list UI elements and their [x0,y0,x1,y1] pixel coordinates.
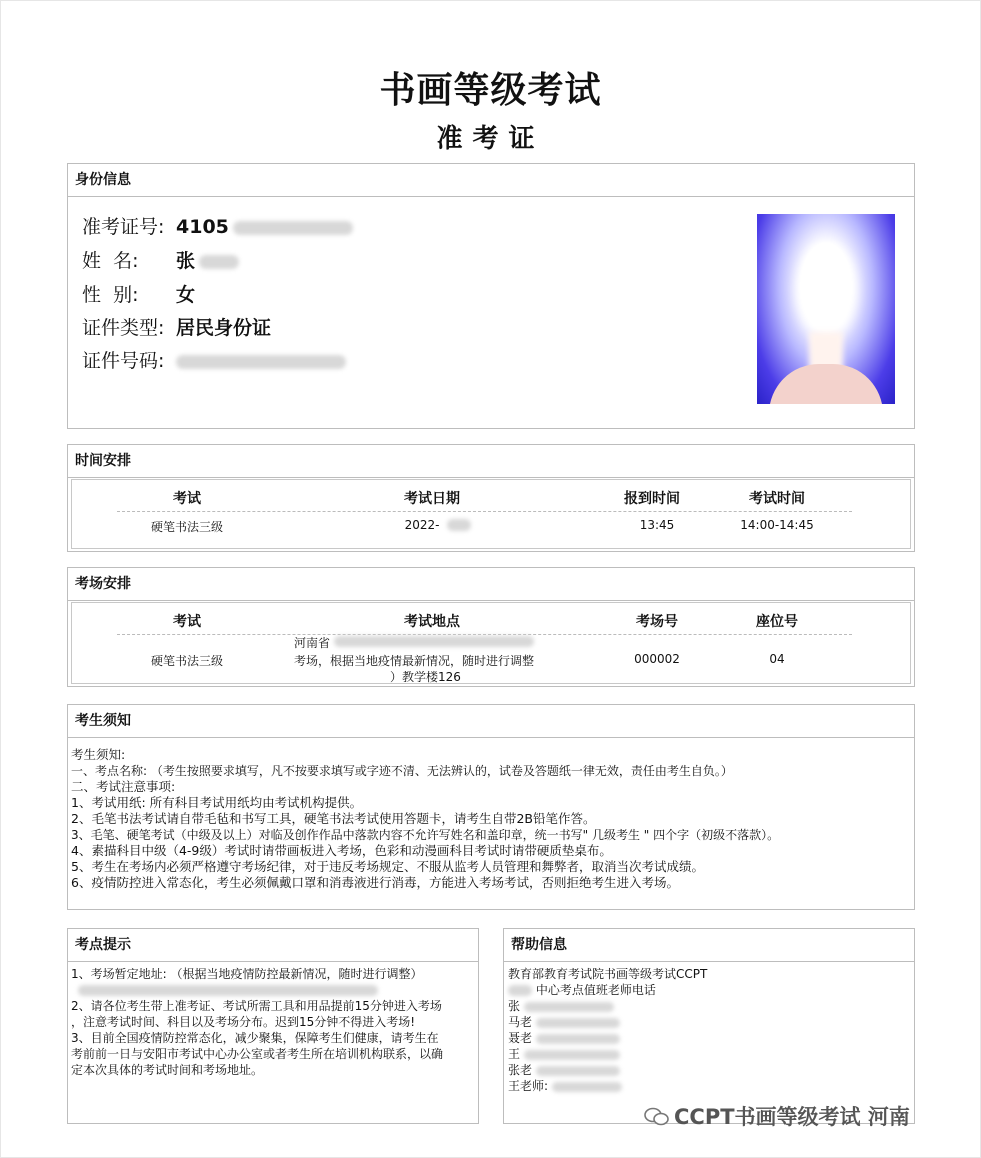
admission-number-label: 准考证号: [82,216,165,238]
notice-line: 4、素描科目中级（4-9级）考试时请带画板进入考场，色彩和动漫画科目考试时请带硬质垫桌布。 [71,843,612,858]
admission-number-row [82,212,353,239]
tips-line: 考前前一日与安阳市考试中心办公室或者考生所在培训机构联系，以确 [71,1047,444,1061]
notice-panel [67,704,915,910]
document-subtitle: 准考证 [436,124,545,154]
tips-line: 3、目前全国疫情防控常态化，减少聚集，保障考生们健康，请考生在 [71,1031,439,1045]
help-contact: 王 [508,1046,620,1062]
venue-exam-cell: 硬笔书法三级 [150,654,223,668]
schedule-header-time: 考试时间 [749,491,805,507]
notice-line: 二、考试注意事项: [71,779,176,794]
venue-header-location: 考试地点 [404,614,460,630]
schedule-date-cell: 2022- [404,518,440,532]
help-section-title: 帮助信息 [504,929,914,962]
id-number-label: 证件号码: [82,350,165,372]
redacted-admission-number [233,221,353,235]
redacted-text [508,985,532,996]
venue-room-cell: 000002 [634,652,680,666]
schedule-panel [67,444,915,552]
help-contact: 王老师: [508,1078,622,1094]
id-type-row [82,313,271,340]
schedule-checkin-cell: 13:45 [639,518,675,532]
redacted-name [199,255,239,269]
notice-body [68,739,914,909]
tips-line: 1、考场暂定地址: （根据当地疫情防控最新情况，随时进行调整） [71,967,423,981]
gender-label: 性 别: [82,284,139,306]
tips-line: ，注意考试时间、科目以及考场分布。迟到15分钟不得进入考场! [71,1015,416,1029]
identity-section-title: 身份信息 [68,164,914,197]
watermark [644,1101,910,1131]
candidate-photo [757,214,895,404]
venue-location-line3: ）教学楼126 [390,670,461,684]
notice-line: 6、疫情防控进入常态化，考生必须佩戴口罩和消毒液进行消毒，方能进入考场考试，否则拒绝考生进入考场。 [71,875,679,890]
help-contact: 张 [508,998,614,1014]
help-contact: 聂老 [508,1030,620,1046]
help-contact: 马老 [508,1014,620,1030]
schedule-time-cell: 14:00-14:45 [740,518,814,532]
tips-panel [67,928,479,1124]
schedule-header-date: 考试日期 [404,491,460,507]
help-line-text: 中心考点值班老师电话 [535,983,656,997]
venue-table [71,602,911,684]
tips-section-title: 考点提示 [68,929,478,962]
help-panel [503,928,915,1124]
venue-header-seat: 座位号 [756,614,798,630]
document-title: 书画等级考试 [379,70,602,111]
notice-line: 5、考生在考场内必须严格遵守考场纪律，对于违反考场规定、不服从监考人员管理和舞弊者，取消当次考试成绩。 [71,859,704,874]
help-contact: 张老 [508,1062,620,1078]
gender-row [82,280,195,307]
name-row [82,246,239,273]
id-type-value: 居民身份证 [176,317,272,339]
notice-line: 2、毛笔书法考试请自带毛毡和书写工具，硬笔书法考试使用答题卡，请考生自带2B铅笔作答。 [71,811,596,826]
wechat-icon [644,1107,670,1127]
help-line: 教育部教育考试院书画等级考试CCPT [508,967,708,981]
venue-header-exam: 考试 [173,614,201,630]
schedule-table [71,479,911,549]
id-type-label: 证件类型: [82,317,165,339]
tips-line: 2、请各位考生带上准考证、考试所需工具和用品提前15分钟进入考场 [71,999,442,1013]
venue-section-title: 考场安排 [68,568,914,601]
venue-panel [67,567,915,687]
venue-divider [117,634,852,635]
schedule-header-exam: 考试 [173,491,201,507]
admission-number-value: 4105 [176,216,229,238]
schedule-section-title: 时间安排 [68,445,914,478]
redacted-location [334,636,534,647]
identity-panel [67,163,915,429]
notice-line: 1、考试用纸: 所有科目考试用纸均由考试机构提供。 [71,795,363,810]
venue-location-line2: 考场，根据当地疫情最新情况，随时进行调整 [294,654,535,668]
watermark-text: CCPT书画等级考试 河南 [674,1105,910,1129]
name-label: 姓 名: [82,250,139,272]
tips-line: 定本次具体的考试时间和考场地址。 [71,1063,264,1077]
notice-section-title: 考生须知 [68,705,914,738]
notice-line: 3、毛笔、硬笔考试（中级及以上）对临及创作作品中落款内容不允许写姓名和盖印章，统一书写" 几级考生 " 四个字（初级不落款）。 [71,828,780,842]
schedule-header-checkin: 报到时间 [624,491,680,507]
venue-seat-cell: 04 [769,652,785,666]
notice-line: 一、考点名称: （考生按照要求填写，凡不按要求填写或字迹不清、无法辨认的，试卷及答题纸一律无效，责任由考生自负。） [71,764,733,778]
schedule-divider [117,511,852,512]
id-number-row [82,346,346,373]
redacted-address [78,985,378,996]
schedule-exam-cell: 硬笔书法三级 [150,520,223,534]
notice-line: 考生须知: [71,747,126,762]
venue-header-room: 考场号 [636,614,678,630]
redacted-date [447,519,471,531]
name-value: 张 [176,250,196,272]
help-line [508,982,656,998]
venue-location-line1: 河南省 [294,636,331,650]
redacted-id-number [176,355,346,369]
gender-value: 女 [176,284,196,306]
